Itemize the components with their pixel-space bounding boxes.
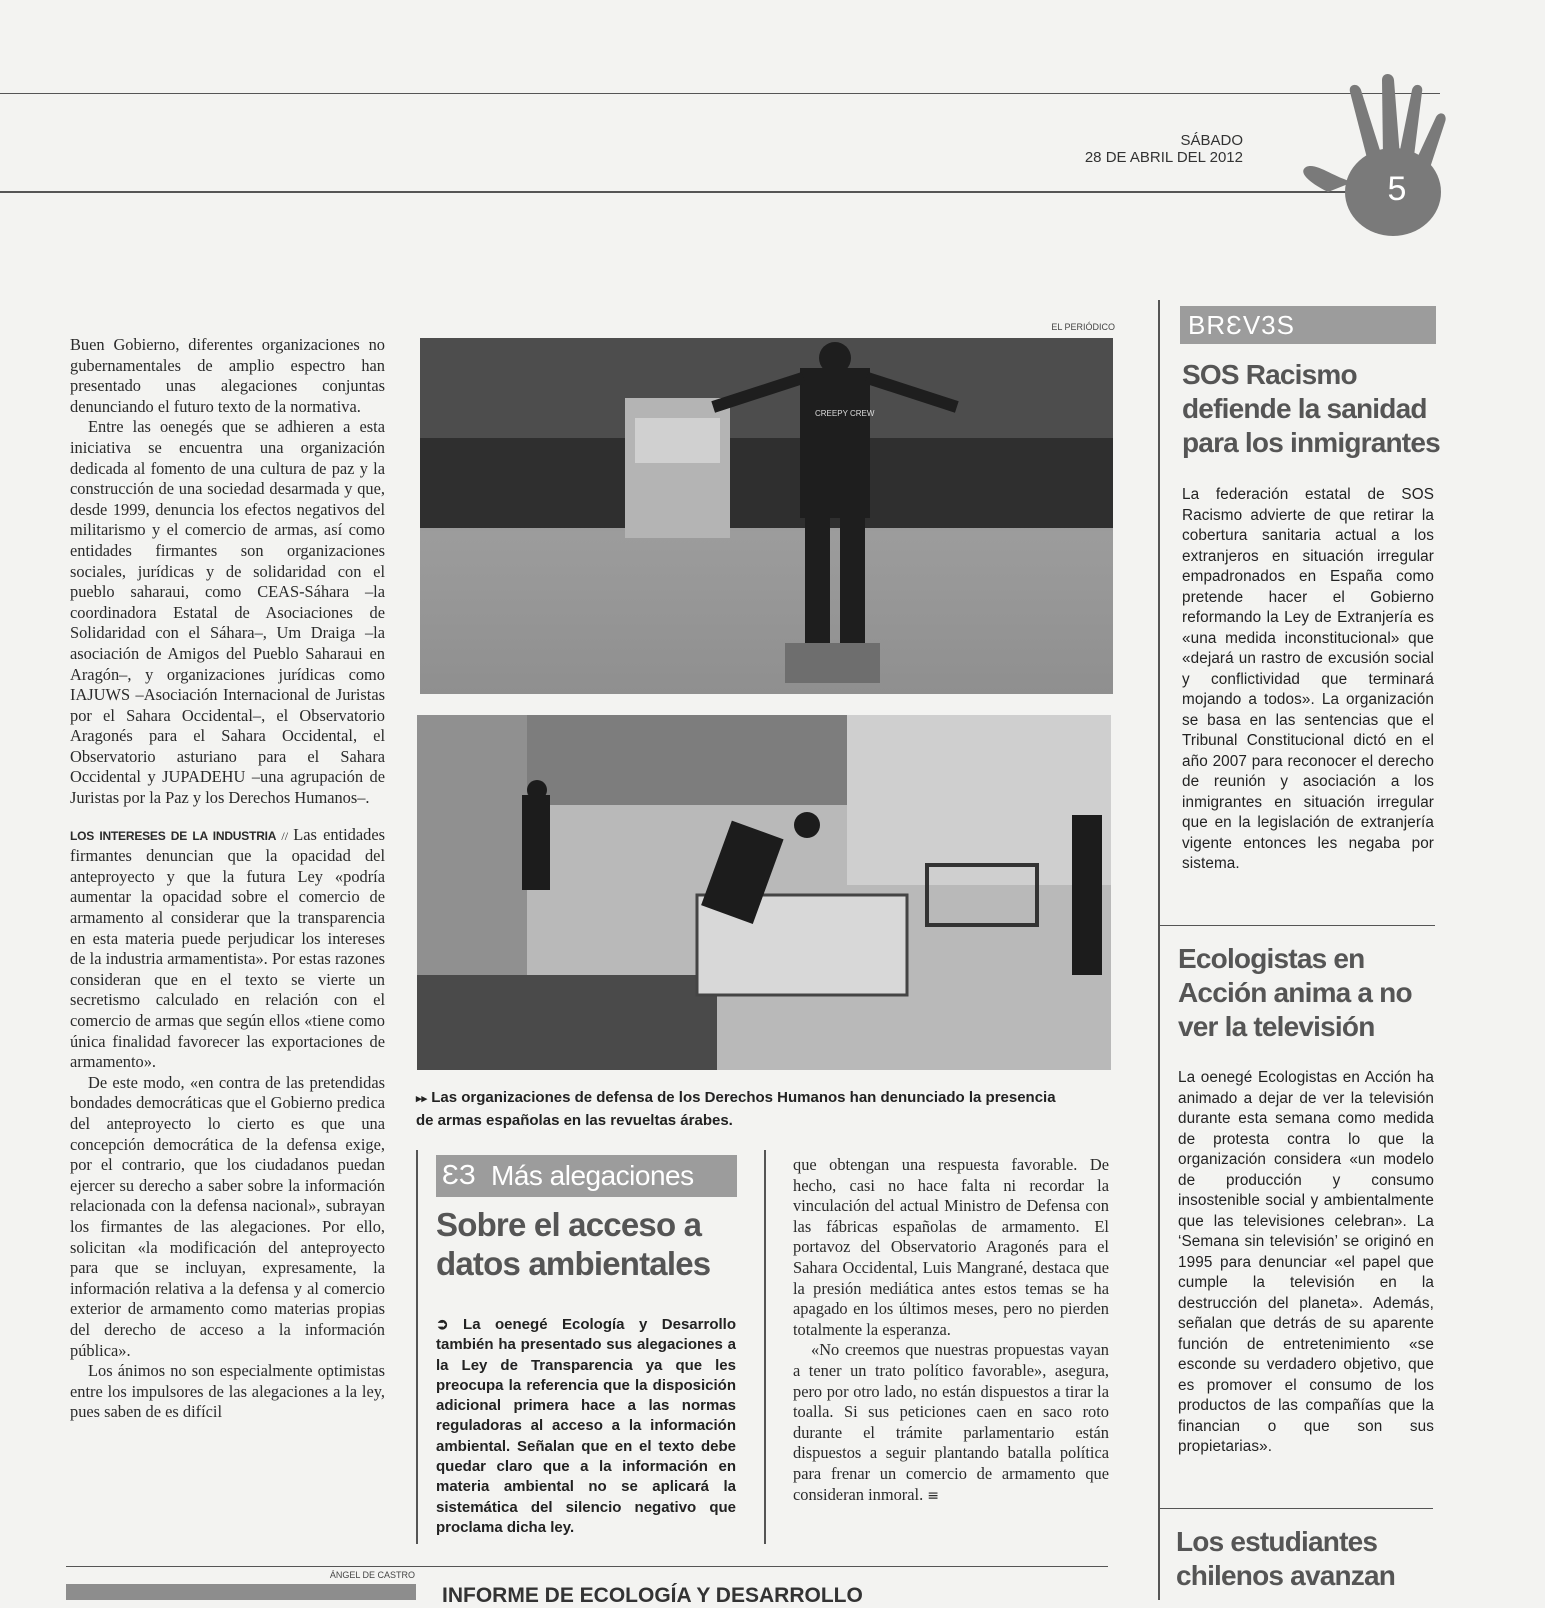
jacket-text: CREEPY CREW — [815, 409, 875, 418]
section-label: Más alegaciones — [491, 1160, 694, 1191]
body-paragraph: Los ánimos no son especialmente optimistas entre los impulsores de las alegaciones a la ley, pues saben de es difícil — [70, 1361, 385, 1422]
hand-icon — [1298, 72, 1448, 242]
photo-credit: EL PERIÓDICO — [1051, 322, 1115, 332]
street-photo — [417, 715, 1111, 1070]
photo-caption — [416, 1087, 1056, 1131]
lead-text: La oenegé Ecología y Desarrollo también ha presentado sus alegaciones a la Ley de Transparencia ya que les preocupa la referencia que la disposición adicional primera hace a las normas reguladoras al acceso a la información ambiental. Señalan que en el texto debe quedar claro que a la información en materia ambiental no se aplicará la sistemática del silencio negativo que proclama dicha ley. — [436, 1316, 736, 1536]
body-paragraph: De este modo, «en contra de las pretendidas bondades democráticas que el Gobierno predica del anteproyecto lo cierto es que una concepción democrática de la defensa exige, por el contrario, que los ciudadanos puedan ejercer su derecho a saber sobre la información relacionada con la defensa nacional», subrayan los firmantes de las alegaciones. Por ello, solicitan «la modificación del anteproyecto para que se incluyan, expresamente, la información relativa a la defensa y al comercio exterior de armamento como materias propias del derecho de acceso a la información pública». — [70, 1072, 385, 1360]
brief-title: Los estudiantes chilenos avanzan — [1176, 1526, 1396, 1591]
next-article-headline: INFORME DE ECOLOGÍA Y DESARROLLO — [442, 1584, 863, 1607]
footer-photo — [66, 1584, 416, 1600]
middle-column — [793, 1155, 1109, 1506]
lead-marker: ➲ — [436, 1316, 449, 1333]
body-paragraph: Entre las oenegés que se adhieren a esta iniciativa se encuentra una organización dedicada al fomento de una cultura de paz y la construcción de una sociedad desarmada y que, desde 1999, denuncia los efectos negativos del militarismo y el comercio de armas, así como entidades firmantes son organizaciones sociales, jurídicas y de solidaridad con el pueblo saharaui, como CEAS-Sáhara –la coordinadora Estatal de Asociaciones de Solidaridad con el Sáhara–, Um Draiga –la asociación de Amigos del Pueblo Saharaui en Aragón–, y organizaciones jurídicas como IAJUWS –Asociación Internacional de Juristas por el Sahara Occidental–, el Observatorio Aragonés para el Sahara Occidental, el Observatorio asturiano para el Sahara Occidental y JUPADEHU –una agrupación de Juristas por la Paz y los Derechos Humanos–. — [70, 417, 385, 808]
caption-marker: ▸▸ — [416, 1093, 428, 1105]
protest-photo — [420, 338, 1113, 694]
header-date — [1085, 132, 1243, 166]
sidebar-rule-right — [764, 1150, 766, 1544]
header-top-rule — [0, 93, 1440, 94]
subhead-paragraph — [70, 825, 385, 1073]
body-paragraph: Buen Gobierno, diferentes organizaciones no gubernamentales de amplio espectro han presentado unas alegaciones conjuntas denunciando el futuro texto de la normativa. — [70, 335, 385, 416]
brief-title: SOS Racismo defiende la sanidad para los inmigrantes — [1182, 359, 1440, 458]
brief-body: La oenegé Ecologistas en Acción ha animado a dejar de ver la televisión durante esta semana como medida de protesta contra lo que la organización considera «un modelo de producción y consumo insostenible social y ambientalmente que las televisiones celebran». La ‘Semana sin televisión’ se originó en 1995 para denunciar «el papel que cumple la televisión en la destrucción del planeta». Además, señalan que detrás de su aparente función de entretenimiento «se esconde su verdadero objetivo, que es promover el consumo de los productos de las compañías que la financian o que son sus propietarias». — [1178, 1069, 1434, 1455]
caption-text: Las organizaciones de defensa de los Derechos Humanos han denunciado la presencia de armas españolas en las revueltas árabes. — [416, 1089, 1056, 1129]
body-paragraph: que obtengan una respuesta favorable. De hecho, casi no hace falta ni recordar la vinculación del actual Ministro de Defensa con las fábricas españolas de armamento. El portavoz del Observatorio Aragonés para el Sahara Occidental, Luis Mangrané, destaca que la presión mediática antes estos temas se ha apagado en los últimos meses, pero no pierden totalmente la esperanza. — [793, 1155, 1109, 1339]
footer-rule — [66, 1566, 1108, 1567]
subhead-separator: // — [276, 828, 294, 843]
breves-label: BRƐV3S — [1188, 310, 1295, 340]
header-day: SÁBADO — [1180, 132, 1243, 149]
header-date-text: 28 DE ABRIL DEL 2012 — [1084, 149, 1243, 166]
briefs-rule-left — [1158, 300, 1160, 1600]
end-mark: ≡ — [927, 1487, 940, 1504]
subhead: LOS INTERESES DE LA INDUSTRIA — [70, 828, 277, 843]
section-icon: ƐЗ — [442, 1159, 476, 1190]
section-bar-breves — [1180, 306, 1436, 344]
sidebar-article-lead — [436, 1315, 736, 1538]
sidebar-rule-left — [416, 1150, 418, 1544]
section-bar-mas-alegaciones — [436, 1155, 737, 1197]
brief-divider — [1158, 1508, 1433, 1509]
page-number: 5 — [1387, 170, 1407, 208]
body-paragraph-text: «No creemos que nuestras propuestas vayan a tener un trato político favorable», asegura, pero por otro lado, no están dispuestos a tirar la toalla. Si sus peticiones caen en saco roto durante el trámite parlamentario están dispuestos a seguir plantando batalla política para frenar un comercio de armamento que consideran inmoral. — [793, 1340, 1109, 1504]
brief-title: Ecologistas en Acción anima a no ver la televisión — [1178, 943, 1412, 1042]
brief-divider — [1160, 925, 1435, 926]
left-column — [70, 335, 385, 1423]
sidebar-article-title: Sobre el acceso a datos ambientales — [436, 1206, 711, 1282]
footer-photo-credit: ÁNGEL DE CASTRO — [329, 1570, 415, 1580]
brief-body: La federación estatal de SOS Racismo advierte de que retirar la cobertura sanitaria actual a los extranjeros en situación irregular empadronados en España como pretende hacer el Gobierno reformando la Ley de Extranjería es «una medida inconstitucional» que «dejará un rastro de excusión social y conflictividad que terminará mojando a todos». La organización se basa en las sentencias que el Tribunal Constitucional dictó en el año 2007 para reconocer el derecho de reunión y asociación a los inmigrantes en situación irregular que en la legislación de extranjería vigente entonces les negaba por sistema. — [1182, 486, 1434, 872]
subhead-text: Las entidades firmantes denuncian que la opacidad del anteproyecto y que la futura Ley «podría aumentar la opacidad sobre el comercio de armamento al considerar que la transparencia en esta materia puede perjudicar los intereses de la industria armamentista». Por estas razones consideran que en el texto se vierte un secretismo calculado en relación con el comercio de armas que según ellos «tiene como única finalidad favorecer las exportaciones de armamento». — [70, 824, 385, 1072]
body-paragraph — [793, 1340, 1109, 1506]
header-bottom-rule — [0, 191, 1360, 193]
